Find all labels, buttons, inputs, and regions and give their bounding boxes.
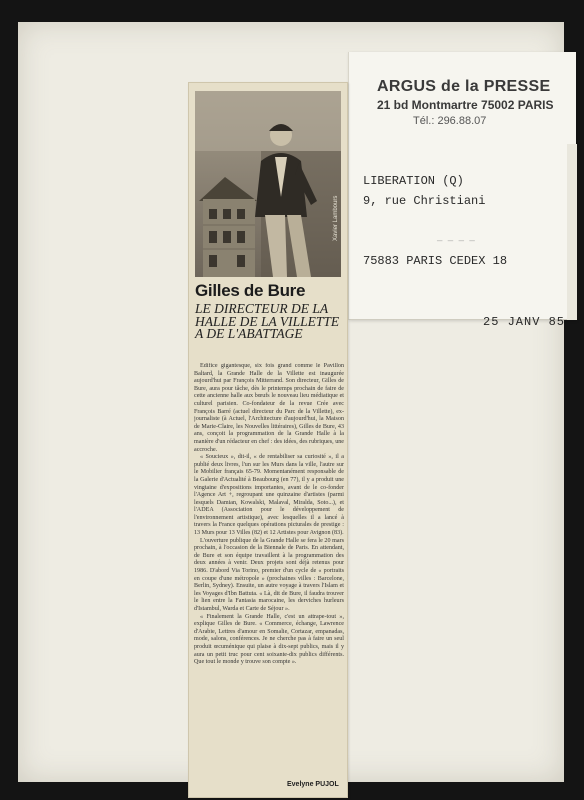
article-paragraph: Edifice gigantesque, six fois grand comme le Pavillon Baltard, la Grande Halle de la Villette est inaugurée aujourd'hui par François Mitterrand. Son directeur, Gilles de Bure, aura pour tâche, dès le printemps prochain de faire de cette ancienne halle aux bœufs le nouveau lieu médiatique et culturel parisien. Co-fondateur de la revue Crée avec François Barré (actuel directeur du Parc de la Villette), ex-journaliste (à Actuel, l'Architecture d'aujourd'hui, la Maison de Marie-Claire, les Nouvelles littéraires), Gilles de Bure, 43 ans, conçoit la programmation de la Grande Halle à la manière d'un rédacteur en chef : des idées, des rubriques, une accroche. xyxy=(194,363,344,453)
client-street: 9, rue Christiani xyxy=(363,194,486,208)
article-paragraph: L'ouverture publique de la Grande Halle se fera le 20 mars prochain, à l'occasion de la Biennale de Paris. En attendant, de Bure et son équipe travaillent à la programmation des deux années à venir. Deux projets sont déjà retenus pour 1986. D'abord Via Torino, premier d'un cycle de « portraits en coupe d'une métropole » (prochaines villes : Barcelone, Berlin, Sydney). Ensuite, un autre voyage à travers l'Islam et les Voyages d'Ibn Battuta. « Là, dit de Bure, il faudra trouver le lien entre la Fantasia marocaine, les derviches hurleurs d'Istambul, Warda et Carte de Séjour ». xyxy=(194,537,344,612)
client-name: LIBERATION (Q) xyxy=(363,174,464,188)
stamp-agency-address: 21 bd Montmartre 75002 PARIS xyxy=(377,98,554,112)
portrait-photo xyxy=(195,91,341,277)
archive-sheet xyxy=(18,22,566,788)
photo-credit: Xavier Lambours xyxy=(333,195,339,241)
clipping-date: 25 JANV 85 xyxy=(483,315,566,329)
faded-mark: — — — — xyxy=(437,236,475,246)
article-name-headline: Gilles de Bure xyxy=(195,281,306,300)
article-subtitle: LE DIRECTEUR DE LA HALLE DE LA VILLETTE A DE L'ABATTAGE xyxy=(195,301,340,341)
newspaper-clipping xyxy=(188,82,348,798)
author-name: Evelyne PUJOL xyxy=(287,781,339,788)
article-paragraph: « Finalement la Grande Halle, c'est un attrape-tout », explique Gilles de Bure. « Commerce, échange, Lawrence d'Arabie, Lettres d'amour en Somalie, Cortazar, empanadas, mode, salons, conférences. Je ne cherche pas à faire un seul produit œcuménique qui plaise à dix-sept publics, mais il y aura un petit truc pour cent soixante-dix publics différents. Que tout le monde y trouve son compte ». xyxy=(194,613,344,666)
stamp-agency-phone: Tél.: 296.88.07 xyxy=(413,115,487,127)
client-city: 75883 PARIS CEDEX 18 xyxy=(363,254,508,268)
card-edge-strip xyxy=(567,144,577,320)
article-author xyxy=(287,781,339,788)
article-paragraph: « Soucieux », dit-il, « de rentabiliser sa curiosité », il a publié deux livres, l'un sur les Murs dans la ville, l'autre sur le Mobilier français 65-79. Momentanément responsable de la Galerie d'Actualité à Beaubourg (en 77), il y a produit une vingtaine d'expositions importantes, avant de le co-fonder l'Agence Art +, regroupant une quinzaine d'artistes (parmi lesquels Damian, Kowalski, Malaval, Miralda, Soto...), et l'ADEA (Association pour le développement de l'environnement artistique), avec lesquelles il a lancé à travers la France quelques opérations picturales de prestige : 13 Murs pour 13 Villes (82) et 12 Artistes pour Avignon (83). xyxy=(194,454,344,537)
photo-illustration xyxy=(195,91,341,277)
argus-label-card xyxy=(348,52,576,329)
article-body xyxy=(194,363,344,781)
stamp-agency-name: ARGUS de la PRESSE xyxy=(377,78,551,95)
